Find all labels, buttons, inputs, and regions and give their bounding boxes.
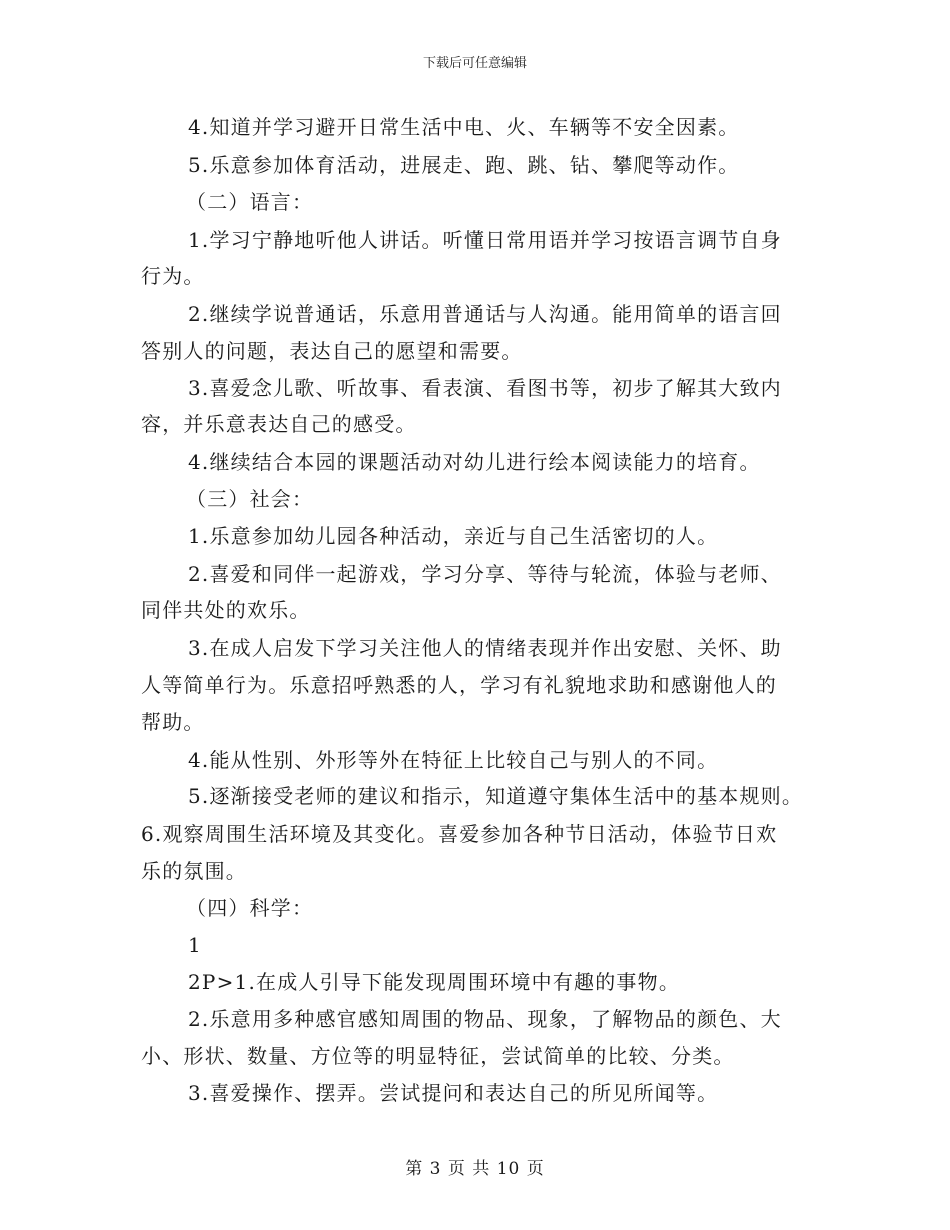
text-line: 1.学习宁静地听他人讲话。听懂日常用语并学习按语言调节自身: [188, 228, 782, 252]
text-line: 2P>1.在成人引导下能发现周围环境中有趣的事物。: [188, 970, 681, 994]
page-footer: 第 3 页 共 10 页: [405, 1159, 545, 1179]
text-line: 行为。: [141, 264, 205, 288]
text-line: 2.喜爱和同伴一起游戏，学习分享、等待与轮流，体验与老师、: [188, 562, 782, 586]
text-line: 3.在成人启发下学习关注他人的情绪表现并作出安慰、关怀、助: [188, 636, 782, 660]
text-line: 5.乐意参加体育活动，进展走、跑、跳、钻、攀爬等动作。: [188, 153, 740, 177]
text-line: 人等简单行为。乐意招呼熟悉的人，学习有礼貌地求助和感谢他人的: [141, 673, 777, 697]
text-line: 2.乐意用多种感官感知周围的物品、现象，了解物品的颜色、大: [188, 1007, 782, 1031]
text-line: 1: [188, 933, 202, 957]
text-line: 4.知道并学习避开日常生活中电、火、车辆等不安全因素。: [188, 115, 740, 139]
page-header: 下载后可任意编辑: [422, 56, 527, 71]
text-line: 6.观察周围生活环境及其变化。喜爱参加各种节日活动，体验节日欢: [141, 822, 778, 846]
section-heading-science: （四）科学：: [186, 896, 314, 920]
text-line: 1.乐意参加幼儿园各种活动，亲近与自己生活密切的人。: [188, 524, 719, 548]
text-line: 同伴共处的欢乐。: [141, 598, 311, 622]
section-heading-language: （二）语言：: [186, 190, 314, 214]
text-line: 答别人的问题，表达自己的愿望和需要。: [141, 339, 523, 363]
text-line: 3.喜爱念儿歌、听故事、看表演、看图书等，初步了解其大致内: [188, 376, 782, 400]
text-line: 2.继续学说普通话，乐意用普通话与人沟通。能用简单的语言回: [188, 302, 782, 326]
text-line: 小、形状、数量、方位等的明显特征，尝试简单的比较、分类。: [141, 1044, 735, 1068]
text-line: 3.喜爱操作、摆弄。尝试提问和表达自己的所见所闻等。: [188, 1081, 719, 1105]
text-line: 4.继续结合本园的课题活动对幼儿进行绘本阅读能力的培育。: [188, 450, 761, 474]
text-line: 5.逐渐接受老师的建议和指示，知道遵守集体生活中的基本规则。: [188, 784, 804, 808]
text-line: 4.能从性别、外形等外在特征上比较自己与别人的不同。: [188, 748, 719, 772]
text-line: 乐的氛围。: [141, 859, 247, 883]
section-heading-social: （三）社会：: [186, 487, 314, 511]
text-line: 容，并乐意表达自己的感受。: [141, 412, 417, 436]
text-line: 帮助。: [141, 710, 205, 734]
